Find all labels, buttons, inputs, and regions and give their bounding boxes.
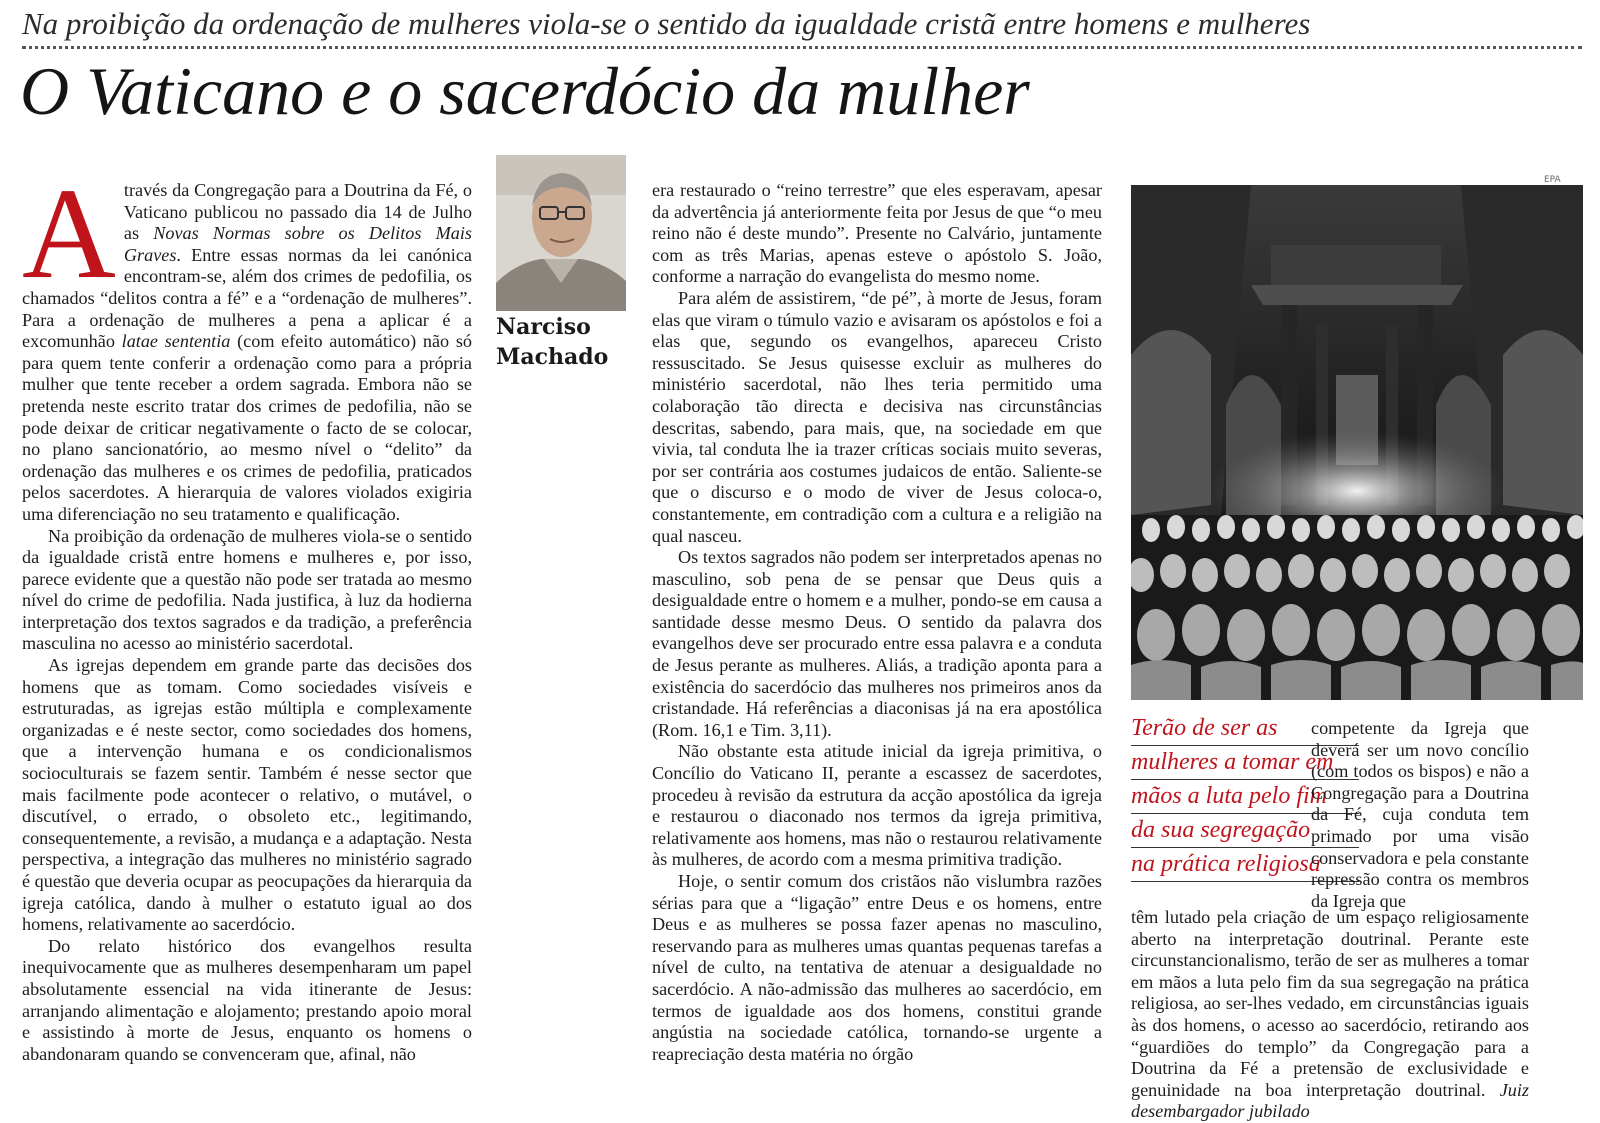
paragraph-11: têm lutado pela criação de um espaço religiosamente aberto na interpretação doutrinal. Perante este circunstancionalismo, terão de ser as mulheres a tomar em mãos a luta pelo fim da sua segregação na prática religiosa, ao ser-lhes vedado, em circunstâncias iguais às dos homens, o acesso ao sacerdócio, retirando aos “guardiões do templo” da Congregação para a Doutrina da Fé a pretensão de exclusividade e genuinidade na boa interpretação doutrinal. Juiz desembargador jubilado	[1131, 907, 1529, 1122]
photo-credit: EPA	[1544, 175, 1561, 185]
author-signature: Juiz desembargador jubilado	[1131, 1079, 1529, 1122]
pull-quote-line: na prática religiosa	[1131, 848, 1359, 882]
paragraph-3: As igrejas dependem em grande parte das decisões dos homens que as tomam. Como sociedades visíveis e estruturadas, as igrejas estão múltipla e complexamente organizadas e é neste sector, como sociedades dos homens, que a intervenção humana e os condicionalismos socioculturais se fazem sentir. Também é nesse sector que mais facilmente pode acontecer o relativo, o mutável, o discutível, o errado, o obsoleto etc., legitimando, consequentemente, a revisão, a mudança e a adaptação. Nesta perspectiva, a integração das mulheres no ministério sagrado é questão que deveria ocupar as peocupações da hierarquia da igreja católica, dando à mulher o estatuto igual ao dos homens, relativamente ao sacerdócio.	[22, 655, 472, 935]
dotted-rule	[22, 46, 1582, 49]
paragraph-1: Através da Congregação para a Doutrina da Fé, o Vaticano publicou no passado dia 14 de Julho as Novas Normas sobre os Delitos Mais Graves. Entre essas normas da lei canónica encontram-se, além dos crimes de pedofilia, os chamados “delitos contra a fé” e a “ordenação de mulheres”. Para a ordenação de mulheres a pena a aplicar é a excomunhão latae sententia (com efeito automático) não só para quem tente conferir a ordenação como para a própria mulher que tente receber a ordem sagrada. Embora não se pretenda neste escrito tratar dos crimes de pedofilia, não se pode deixar de criticar negativamente o facto de se colocar, no plano sancionatório, ao mesmo nível o “delito” da ordenação das mulheres e os crimes de pedofilia, praticados pelos sacerdotes. A hierarquia de valores violados exigiria uma diferenciação no seu tratamento e qualificação.	[22, 162, 472, 524]
author-photo	[496, 155, 626, 311]
paragraph-9: Hoje, o sentir comum dos cristãos não vislumbra razões sérias para que a “ligação” entre Deus e os homens, entre Deus e as mulheres se possa fazer apenas no masculino, reservando para as mulheres umas quantas pequenas tarefas a nível de culto, na tentativa de atenuar a desigualdade no sacerdócio. A não-admissão das mulheres ao sacerdócio, em termos de igualdade aos dos homens, constitui grande angústia na sociedade católica, tornando-se urgente a reapreciação desta matéria no órgão	[652, 871, 1102, 1064]
pull-quote-line: Terão de ser as	[1131, 712, 1359, 746]
pull-quote-line: mãos a luta pelo fim	[1131, 780, 1359, 814]
article-column-3-bottom	[1131, 907, 1529, 1123]
article-column-3-top	[1311, 718, 1529, 912]
drop-cap: A	[22, 162, 116, 306]
paragraph-6: Para além de assistirem, “de pé”, à morte de Jesus, foram elas que viram o túmulo vazio e avisaram os apóstolos e foi a elas que, segundo os evangelhos, apareceu Cristo ressuscitado. Se Jesus quisesse excluir as mulheres do ministério sacerdotal, não lhes teria permitido uma colaboração tão directa e decisiva nas circunstâncias descritas, sabendo, para mais, que, na sociedade em que vivia, tal conduta lhe ia trazer críticas sociais muito severas, por ser contrária aos costumes judaicos de então. Saliente-se que o discurso e o modo de viver de Jesus coloca-o, constantemente, em contradição com a cultura e a religião na qual nasceu.	[652, 287, 1102, 546]
article-column-2	[652, 180, 1102, 1065]
paragraph-7: Os textos sagrados não podem ser interpretados apenas no masculino, sob pena de se pensar que Deus quis a desigualdade entre o homem e a mulher, pondo-se em causa a santidade desse mesmo Deus. O sentido da palavra dos evangelhos deve ser procurado entre essa palavra e a conduta de Jesus perante as mulheres. Aliás, a tradição aponta para a existência do sacerdócio das mulheres nos primeiros anos da cristandade. Há referências a diaconisas já na era apostólica (Rom. 16,1 e Tim. 3,11).	[652, 547, 1102, 740]
paragraph-8: Não obstante esta atitude inicial da igreja primitiva, o Concílio do Vaticano II, perante a escassez de sacerdotes, procedeu à revisão da estrutura da acção apostólica da igreja e restaurou o diaconado nos termos da igreja primitiva, relativamente aos homens, mas não o restaurou relativamente às mulheres, de acordo com a mesma primitiva tradição.	[652, 741, 1102, 870]
paragraph-5: era restaurado o “reino terrestre” que eles esperavam, apesar da advertência já anteriormente feita por Jesus de que “o meu reino não é deste mundo”. Presente no Calvário, juntamente com as três Marias, apenas esteve o apóstolo S. João, conforme a narração do evangelista do mesmo nome.	[652, 180, 1102, 287]
author-first-name: Narciso	[496, 314, 591, 340]
pull-quote-line: mulheres a tomar em	[1131, 746, 1359, 780]
basilica-photo	[1131, 185, 1583, 700]
paragraph-4: Do relato histórico dos evangelhos resulta inequivocamente que as mulheres desempenharam um papel absolutamente essencial na vida itinerante de Jesus: arranjando alimentação e alojamento; prestando apoio moral e assistindo à morte de Jesus, enquanto os homens o abandonaram quando se convenceram que, afinal, não	[22, 935, 472, 1064]
paragraph-10: competente da Igreja que deverá ser um novo concílio (com todos os bispos) e não a Congregação para a Doutrina da Fé, cuja conduta tem primado por uma visão conservadora e pela constante repressão contra os membros da Igreja que	[1311, 718, 1529, 911]
article-headline: O Vaticano e o sacerdócio da mulher	[20, 53, 1030, 129]
pull-quote-line: da sua segregação	[1131, 814, 1359, 848]
author-portrait-icon	[496, 155, 626, 311]
basilica-interior-icon	[1131, 185, 1583, 700]
kicker-subtitle: Na proibição da ordenação de mulheres viola-se o sentido da igualdade cristã entre homens e mulheres	[22, 6, 1311, 41]
article-column-1	[22, 162, 472, 1065]
paragraph-2: Na proibição da ordenação de mulheres viola-se o sentido da igualdade cristã entre homens e mulheres e, por isso, parece evidente que a questão não pode ser tratada ao mesmo nível do crime de pedofilia. Nada justifica, à luz da hodierna interpretação dos textos sagrados e da tradição, a preferência masculina no acesso ao ministério sacerdotal.	[22, 525, 472, 654]
author-last-name: Machado	[496, 344, 609, 370]
author-byline	[496, 312, 656, 372]
